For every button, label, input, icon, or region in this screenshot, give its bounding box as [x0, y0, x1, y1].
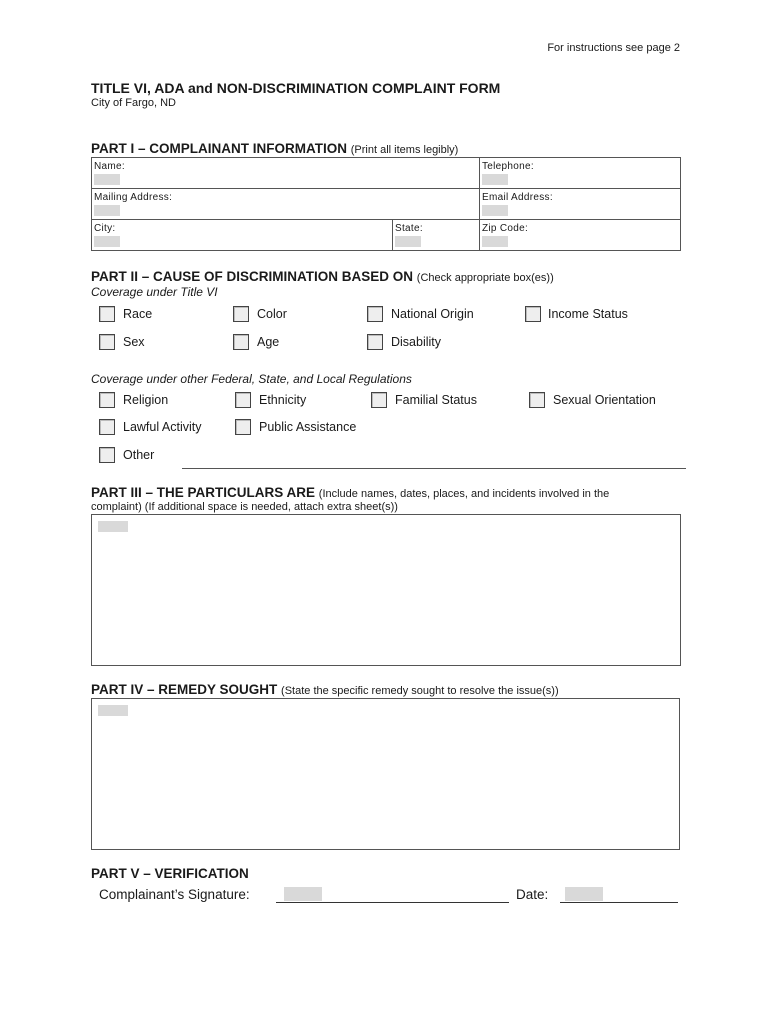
age-label: Age [257, 335, 280, 349]
form-subtitle: City of Fargo, ND [91, 97, 176, 109]
part4-heading [91, 682, 559, 697]
state-field[interactable] [395, 236, 421, 247]
income-status-checkbox[interactable] [525, 306, 541, 322]
remedy-field[interactable] [98, 705, 128, 716]
title6-coverage-heading: Coverage under Title VI [91, 285, 218, 299]
particulars-field[interactable] [98, 521, 128, 532]
sexual-orientation-label: Sexual Orientation [553, 393, 656, 407]
particulars-textbox[interactable] [91, 514, 681, 666]
income-status-label: Income Status [548, 307, 628, 321]
email-address-label: Email Address: [482, 192, 553, 203]
part2-heading [91, 269, 554, 284]
part4-title: PART IV – REMEDY SOUGHT [91, 682, 278, 697]
state-cell [393, 220, 480, 251]
signature-line[interactable] [276, 902, 509, 903]
race-checkbox[interactable] [99, 306, 115, 322]
city-cell [92, 220, 393, 251]
part3-title: PART III – THE PARTICULARS ARE [91, 485, 316, 500]
part4-note: (State the specific remedy sought to resolve the issue(s)) [281, 685, 559, 697]
part2-title: PART II – CAUSE OF DISCRIMINATION BASED ON [91, 269, 414, 284]
city-label: City: [94, 223, 116, 234]
part1-title: PART I – COMPLAINANT INFORMATION [91, 141, 347, 156]
other-specify-line[interactable] [182, 468, 686, 469]
other-coverage-heading: Coverage under other Federal, State, and Local Regulations [91, 372, 412, 386]
name-field[interactable] [94, 174, 120, 185]
other-checkbox[interactable] [99, 447, 115, 463]
familial-status-checkbox[interactable] [371, 392, 387, 408]
sex-label: Sex [123, 335, 145, 349]
ethnicity-label: Ethnicity [259, 393, 307, 407]
email-address-field[interactable] [482, 205, 508, 216]
disability-checkbox[interactable] [367, 334, 383, 350]
sex-checkbox[interactable] [99, 334, 115, 350]
date-field[interactable] [565, 887, 603, 901]
mailing-address-label: Mailing Address: [94, 192, 173, 203]
remedy-textbox[interactable] [91, 698, 680, 850]
form-title: TITLE VI, ADA and NON-DISCRIMINATION COMPLAINT FORM [91, 80, 501, 96]
part3-heading [91, 485, 609, 500]
email-address-cell [480, 189, 681, 220]
date-line[interactable] [560, 902, 678, 903]
name-cell [92, 158, 480, 189]
lawful-activity-label: Lawful Activity [123, 420, 202, 434]
state-label: State: [395, 223, 423, 234]
disability-label: Disability [391, 335, 442, 349]
color-checkbox[interactable] [233, 306, 249, 322]
part3-note-continued: complaint) (If additional space is needed, attach extra sheet(s)) [91, 501, 398, 513]
zip-code-field[interactable] [482, 236, 508, 247]
part1-note: (Print all items legibly) [350, 144, 459, 156]
instructions-note: For instructions see page 2 [547, 42, 680, 54]
signature-label: Complainant’s Signature: [99, 887, 250, 902]
national-origin-checkbox[interactable] [367, 306, 383, 322]
public-assistance-checkbox[interactable] [235, 419, 251, 435]
religion-label: Religion [123, 393, 169, 407]
color-label: Color [257, 307, 287, 321]
complainant-info-table [91, 157, 681, 251]
age-checkbox[interactable] [233, 334, 249, 350]
mailing-address-field[interactable] [94, 205, 120, 216]
zip-code-label: Zip Code: [482, 223, 529, 234]
part5-heading: PART V – VERIFICATION [91, 866, 249, 881]
familial-status-label: Familial Status [395, 393, 477, 407]
part3-note: (Include names, dates, places, and incidents involved in the [318, 488, 610, 500]
national-origin-label: National Origin [391, 307, 474, 321]
other-label: Other [123, 448, 155, 462]
date-label: Date: [516, 887, 549, 902]
part1-heading [91, 141, 458, 156]
lawful-activity-checkbox[interactable] [99, 419, 115, 435]
signature-field[interactable] [284, 887, 322, 901]
telephone-cell [480, 158, 681, 189]
religion-checkbox[interactable] [99, 392, 115, 408]
city-field[interactable] [94, 236, 120, 247]
part2-note: (Check appropriate box(es)) [416, 272, 554, 284]
mailing-address-cell [92, 189, 480, 220]
race-label: Race [123, 307, 153, 321]
sexual-orientation-checkbox[interactable] [529, 392, 545, 408]
public-assistance-label: Public Assistance [259, 420, 357, 434]
name-label: Name: [94, 161, 125, 172]
telephone-label: Telephone: [482, 161, 534, 172]
telephone-field[interactable] [482, 174, 508, 185]
zip-code-cell [480, 220, 681, 251]
ethnicity-checkbox[interactable] [235, 392, 251, 408]
